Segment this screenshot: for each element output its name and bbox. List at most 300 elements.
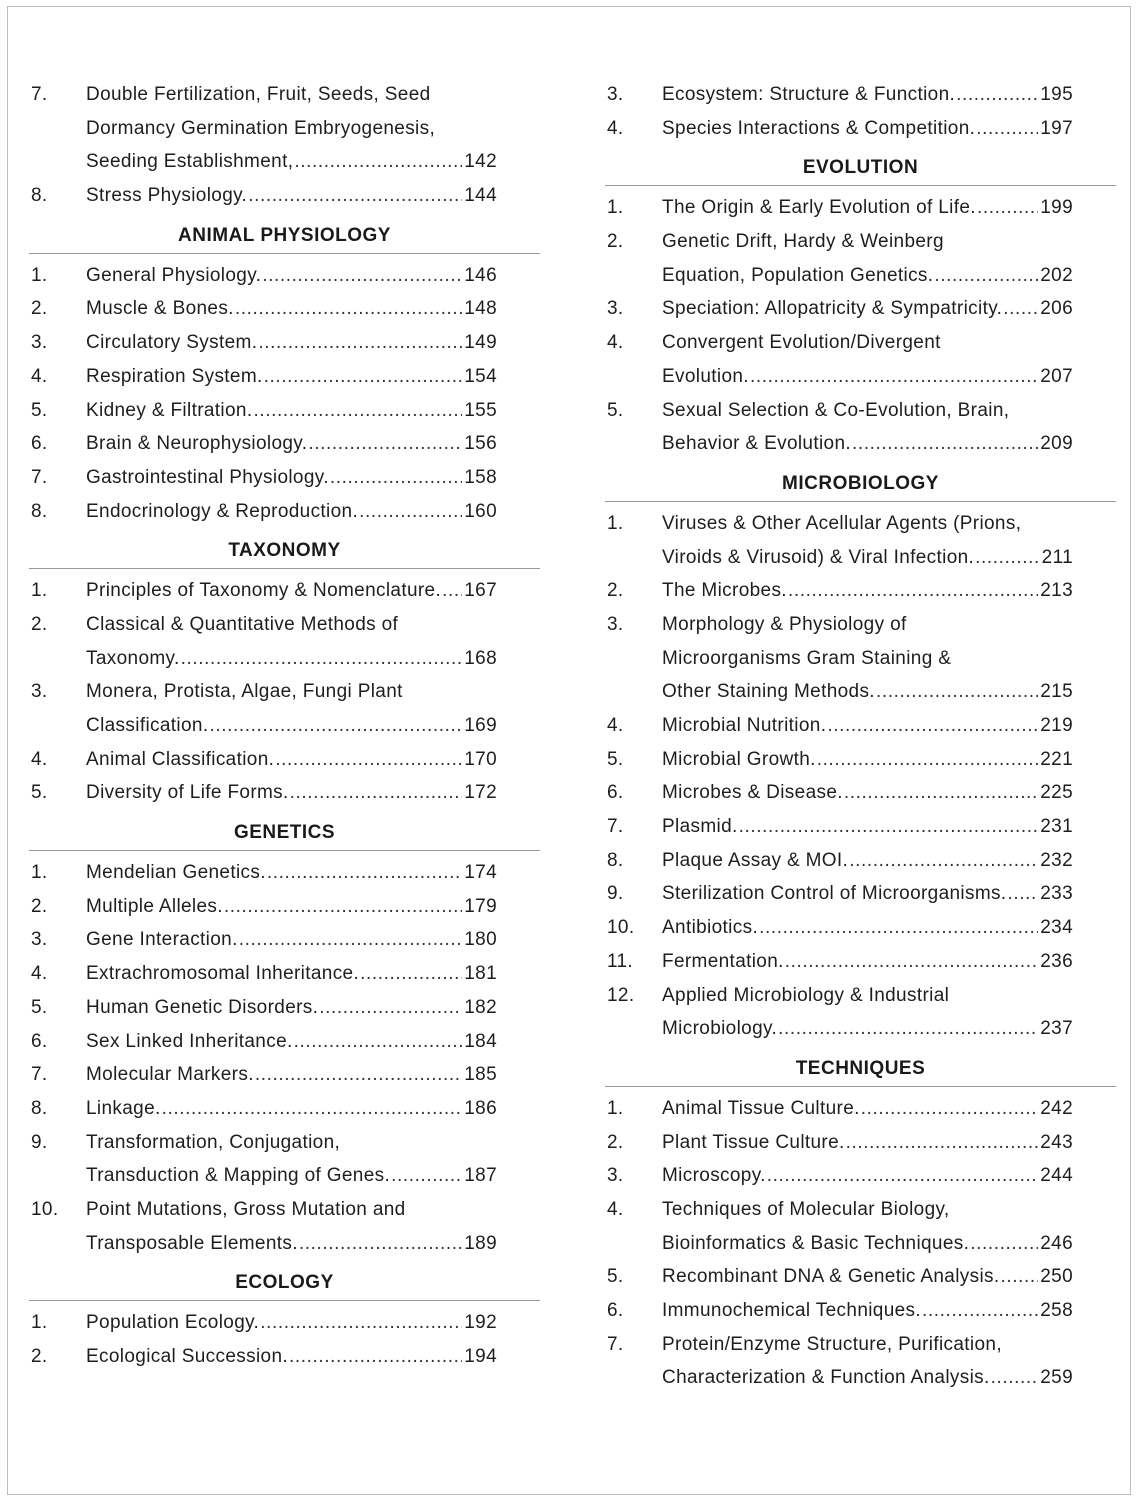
toc-page-number: 174 (464, 862, 497, 884)
toc-entry[interactable] (605, 509, 1116, 576)
toc-entry[interactable] (605, 879, 1116, 913)
toc-entry[interactable] (29, 429, 540, 463)
dot-leader (264, 362, 463, 391)
toc-entry-number: 1. (31, 264, 48, 286)
toc-entry-leader-line (86, 892, 497, 921)
toc-entry-leader-line (662, 1094, 1073, 1123)
toc-entry-leader-line (86, 778, 497, 807)
toc-entry-number: 2. (607, 1131, 624, 1153)
toc-entry-number: 3. (31, 332, 48, 354)
toc-page-number: 181 (464, 963, 497, 985)
toc-page-number: 195 (1040, 84, 1073, 105)
dot-leader (817, 745, 1038, 774)
toc-entry-leader-line (662, 294, 1073, 323)
toc-entry-title: The Origin & Early Evolution of Life. (662, 197, 976, 219)
toc-entry-title: Multiple Alleles. (86, 895, 223, 917)
dot-leader (255, 1060, 462, 1089)
toc-page-number: 146 (464, 264, 497, 286)
dot-leader (759, 913, 1038, 942)
dot-leader (267, 858, 462, 887)
toc-entry-title: Kidney & Filtration. (86, 399, 253, 421)
toc-entry[interactable] (605, 1296, 1116, 1330)
section-heading-text: GENETICS (233, 822, 336, 844)
toc-page-number: 219 (1040, 715, 1073, 736)
toc-entry-line (605, 1229, 1116, 1263)
toc-entry-leader-line (86, 1094, 497, 1123)
toc-entry-leader-line (86, 644, 497, 673)
toc-entry[interactable] (605, 1094, 1116, 1128)
dot-leader (922, 1296, 1038, 1325)
toc-entry-title: Sex Linked Inheritance. (86, 1030, 293, 1052)
toc-entry-line (605, 114, 1116, 148)
toc-entry-title: Double Fertilization, Fruit, Seeds, Seed (86, 84, 431, 105)
toc-entry-number: 3. (607, 298, 624, 320)
toc-entry-leader-line (86, 294, 497, 323)
toc-entry-number: 1. (31, 1312, 48, 1334)
toc-page (7, 6, 1131, 1495)
toc-entry[interactable] (605, 745, 1116, 779)
toc-entry[interactable] (29, 261, 540, 295)
toc-entry[interactable] (29, 396, 540, 430)
toc-page-number: 192 (464, 1312, 497, 1334)
toc-entry-leader-line (86, 261, 497, 290)
toc-entry-number: 1. (607, 1097, 624, 1119)
toc-entry-leader-line (86, 181, 497, 210)
toc-page-number: 148 (464, 298, 497, 320)
toc-page-number: 160 (464, 500, 497, 522)
toc-page-number: 234 (1040, 917, 1073, 939)
toc-entry-leader-line (662, 711, 1073, 740)
dot-leader (852, 429, 1038, 458)
toc-page-number: 182 (464, 996, 497, 1018)
toc-entry-leader-line (86, 1308, 497, 1337)
dot-leader (849, 846, 1038, 875)
toc-entry-line (29, 644, 540, 678)
dot-leader (239, 925, 463, 954)
toc-entry-number: 2. (31, 613, 48, 635)
section-heading (29, 1262, 540, 1308)
toc-entry[interactable] (29, 294, 540, 328)
toc-entry-line (605, 543, 1116, 577)
toc-entry-title: Animal Classification. (86, 748, 275, 770)
toc-entry-title: Muscle & Bones. (86, 298, 234, 320)
section-heading (605, 463, 1116, 509)
toc-entry-leader-line (86, 1027, 497, 1056)
toc-entry-leader-line (662, 261, 1073, 290)
toc-entry-line (605, 846, 1116, 880)
toc-page-number: 142 (464, 151, 497, 173)
toc-entry-number: 2. (607, 231, 624, 253)
toc-entry-title: Sterilization Control of Microorganisms. (662, 883, 1007, 905)
toc-entry-title: Plaque Assay & MOI. (662, 849, 849, 871)
dot-leader (289, 1342, 462, 1371)
toc-entry-title: Behavior & Evolution. (662, 433, 852, 455)
dot-leader (977, 193, 1038, 222)
toc-entry-title: Diversity of Life Forms. (86, 782, 289, 804)
toc-entry-line (605, 193, 1116, 227)
toc-page-number: 180 (464, 929, 497, 951)
toc-entry-line (605, 396, 1116, 430)
toc-entry-line (605, 812, 1116, 846)
dot-leader (360, 959, 462, 988)
toc-entry-leader-line (86, 429, 497, 458)
toc-page-number: 202 (1040, 264, 1073, 286)
toc-column-left (29, 80, 540, 1376)
section-heading-text: TECHNIQUES (795, 1057, 926, 1079)
toc-entry-title: Mendelian Genetics. (86, 862, 266, 884)
toc-entry[interactable] (605, 80, 1116, 114)
toc-entry[interactable] (605, 396, 1116, 463)
toc-entry-line (605, 1128, 1116, 1162)
toc-entry-title: Species Interactions & Competition. (662, 117, 976, 139)
toc-entry-leader-line (86, 858, 497, 887)
toc-entry-number: 6. (607, 1300, 624, 1321)
toc-entry[interactable] (29, 1195, 540, 1262)
toc-page-number: 213 (1040, 580, 1073, 602)
toc-entry-number: 8. (607, 849, 624, 871)
toc-entry-title: Plasmid. (662, 816, 738, 838)
toc-entry-line (29, 892, 540, 926)
toc-entry[interactable] (605, 227, 1116, 294)
toc-entry-title: Respiration System. (86, 365, 263, 387)
toc-entry[interactable] (29, 328, 540, 362)
toc-entry-line (605, 576, 1116, 610)
toc-entry-leader-line (86, 497, 497, 526)
toc-entry-number: 8. (31, 500, 48, 522)
toc-entry[interactable] (605, 981, 1116, 1048)
dot-leader (308, 429, 462, 458)
toc-entry-line (605, 294, 1116, 328)
toc-page-number: 236 (1040, 950, 1073, 972)
toc-entry-title: Microscopy. (662, 1165, 766, 1187)
toc-page-number: 169 (464, 715, 497, 736)
toc-page-number: 197 (1040, 117, 1073, 139)
toc-entry-number: 3. (31, 681, 48, 703)
toc-entry[interactable] (605, 778, 1116, 812)
toc-page-number: 158 (464, 466, 497, 488)
toc-entry-title: Extrachromosomal Inheritance. (86, 963, 360, 985)
toc-entry[interactable] (605, 1195, 1116, 1262)
toc-page-number: 232 (1040, 849, 1073, 871)
toc-entry-title: Transformation, Conjugation, (86, 1131, 341, 1153)
dot-leader (767, 1161, 1038, 1190)
toc-entry-line (605, 745, 1116, 779)
toc-entry[interactable] (29, 993, 540, 1027)
toc-entry-line (605, 328, 1116, 362)
dot-leader (1001, 1262, 1039, 1291)
toc-entry-line (29, 711, 540, 745)
toc-entry-leader-line (662, 1014, 1073, 1043)
toc-page-number: 209 (1040, 433, 1073, 455)
toc-entry-title: Stress Physiology. (86, 185, 248, 207)
toc-entry-leader-line (86, 328, 497, 357)
toc-page-number: 170 (464, 748, 497, 770)
toc-entry[interactable] (29, 1128, 540, 1195)
toc-page-number: 237 (1040, 1018, 1073, 1040)
toc-entry[interactable] (605, 193, 1116, 227)
toc-entry-title: Speciation: Allopatricity & Sympatricity. (662, 298, 1003, 320)
toc-entry-title: Gastrointestinal Physiology. (86, 466, 329, 488)
section-divider (29, 253, 540, 254)
dot-leader (330, 463, 462, 492)
toc-entry-number: 1. (31, 580, 48, 602)
toc-entry-title: Sexual Selection & Co-Evolution, Brain, (662, 399, 1010, 421)
toc-entry-title: Microbiology. (662, 1018, 778, 1040)
section-heading (605, 147, 1116, 193)
toc-page-number: 243 (1040, 1131, 1073, 1153)
toc-entry[interactable] (29, 858, 540, 892)
toc-entry-line (605, 981, 1116, 1015)
toc-entry[interactable] (29, 778, 540, 812)
toc-entry-number: 1. (607, 512, 624, 534)
toc-page-number: 144 (464, 185, 497, 207)
toc-entry-leader-line (662, 778, 1073, 807)
toc-entry-line (605, 1161, 1116, 1195)
toc-entry[interactable] (29, 1094, 540, 1128)
toc-entry-number: 9. (607, 883, 624, 905)
toc-entry-title: Molecular Markers. (86, 1064, 254, 1086)
toc-entry[interactable] (29, 610, 540, 677)
toc-entry-title: Transposable Elements. (86, 1232, 298, 1254)
toc-entry[interactable] (605, 1330, 1116, 1397)
toc-entry-line (605, 879, 1116, 913)
toc-entry-number: 4. (607, 715, 624, 736)
toc-entry[interactable] (29, 362, 540, 396)
toc-entry-number: 7. (31, 1064, 48, 1086)
toc-page-number: 225 (1040, 782, 1073, 804)
dot-leader (861, 1094, 1038, 1123)
toc-entry[interactable] (605, 1262, 1116, 1296)
toc-entry-number: 2. (31, 895, 48, 917)
toc-entry-line (29, 576, 540, 610)
toc-entry[interactable] (605, 812, 1116, 846)
dot-leader (258, 328, 462, 357)
toc-entry-line (29, 114, 540, 148)
toc-page-number: 167 (464, 580, 497, 602)
toc-entry[interactable] (29, 181, 540, 215)
toc-page-number: 242 (1040, 1097, 1073, 1119)
toc-entry-title: Classical & Quantitative Methods of (86, 613, 399, 635)
toc-page-number: 207 (1040, 365, 1073, 387)
section-divider (605, 185, 1116, 186)
toc-entry-title: Evolution. (662, 365, 749, 387)
toc-entry-title: Other Staining Methods. (662, 681, 875, 703)
toc-entry-title: Seeding Establishment, (86, 151, 294, 173)
dot-leader (846, 1128, 1039, 1157)
toc-entry-line (605, 610, 1116, 644)
toc-entry[interactable] (29, 463, 540, 497)
dot-leader (262, 261, 462, 290)
dot-leader (844, 778, 1038, 807)
toc-entry[interactable] (29, 892, 540, 926)
toc-entry[interactable] (29, 80, 540, 181)
toc-entry[interactable] (29, 959, 540, 993)
toc-entry-leader-line (86, 959, 497, 988)
toc-entry[interactable] (29, 1027, 540, 1061)
dot-leader (970, 1229, 1038, 1258)
toc-entry-number: 11. (607, 950, 634, 972)
toc-entry-leader-line (662, 677, 1073, 706)
toc-entry-title: Characterization & Function Analysis. (662, 1367, 990, 1389)
toc-entry-title: Genetic Drift, Hardy & Weinberg (662, 231, 944, 253)
toc-entry[interactable] (605, 1161, 1116, 1195)
toc-entry-leader-line (662, 1296, 1073, 1325)
dot-leader (294, 1027, 463, 1056)
toc-entry-title: Endocrinology & Reproduction. (86, 500, 359, 522)
toc-entry-leader-line (662, 80, 1073, 109)
toc-entry-line (29, 1094, 540, 1128)
dot-leader (876, 677, 1038, 706)
dot-leader (253, 396, 462, 425)
toc-entry-number: 6. (31, 1030, 48, 1052)
toc-page-number: 215 (1040, 681, 1073, 703)
toc-entry[interactable] (605, 846, 1116, 880)
toc-entry-leader-line (86, 993, 497, 1022)
section-heading-text: TAXONOMY (228, 540, 341, 562)
toc-entry[interactable] (605, 294, 1116, 328)
toc-entry-number: 6. (607, 782, 624, 804)
toc-entry-line (29, 1308, 540, 1342)
toc-page-number: 244 (1040, 1165, 1073, 1187)
toc-column-right (605, 80, 1116, 1397)
toc-entry-leader-line (662, 1262, 1073, 1291)
dot-leader (275, 745, 462, 774)
toc-entry-leader-line (662, 913, 1073, 942)
toc-entry[interactable] (29, 1308, 540, 1342)
toc-entry-line (605, 677, 1116, 711)
toc-page-number: 149 (464, 332, 497, 354)
toc-entry-number: 7. (31, 84, 48, 105)
dot-leader (359, 497, 462, 526)
toc-entry-line (29, 463, 540, 497)
toc-entry[interactable] (605, 610, 1116, 711)
dot-leader (976, 114, 1038, 143)
toc-entry-line (29, 959, 540, 993)
toc-entry-line (605, 913, 1116, 947)
toc-entry[interactable] (605, 711, 1116, 745)
toc-page-number: 156 (464, 433, 497, 455)
toc-entry-line (29, 328, 540, 362)
toc-entry[interactable] (29, 1060, 540, 1094)
toc-entry-line (29, 147, 540, 181)
dot-leader (1008, 879, 1039, 908)
toc-entry-title: Immunochemical Techniques. (662, 1300, 922, 1321)
toc-entry-leader-line (662, 745, 1073, 774)
toc-entry-title: Gene Interaction. (86, 929, 238, 951)
toc-entry-title: Circulatory System. (86, 332, 258, 354)
toc-entry-title: Dormancy Germination Embryogenesis, (86, 117, 436, 139)
toc-entry-line (29, 294, 540, 328)
toc-entry[interactable] (605, 913, 1116, 947)
section-heading-text: EVOLUTION (802, 157, 919, 179)
toc-page-number: 194 (464, 1346, 497, 1367)
toc-entry[interactable] (29, 497, 540, 531)
toc-entry[interactable] (605, 328, 1116, 395)
toc-entry[interactable] (29, 745, 540, 779)
dot-leader (442, 576, 462, 605)
dot-leader (235, 294, 462, 323)
dot-leader (778, 1014, 1038, 1043)
section-heading (29, 812, 540, 858)
toc-entry-number: 9. (31, 1131, 48, 1153)
toc-entry-leader-line (86, 396, 497, 425)
toc-entry-number: 4. (31, 365, 48, 387)
toc-entry-leader-line (662, 1229, 1073, 1258)
toc-entry-number: 5. (607, 399, 624, 421)
toc-entry-line (605, 362, 1116, 396)
toc-page-number: 233 (1040, 883, 1073, 905)
toc-entry-number: 1. (607, 197, 624, 219)
toc-entry-title: Plant Tissue Culture. (662, 1131, 845, 1153)
dot-leader (209, 711, 462, 740)
toc-entry-leader-line (662, 1363, 1073, 1392)
toc-entry-line (605, 227, 1116, 261)
toc-entry-line (605, 429, 1116, 463)
toc-entry-number: 5. (31, 399, 48, 421)
toc-entry-number: 5. (607, 748, 624, 770)
toc-entry-number: 3. (31, 929, 48, 951)
toc-entry-leader-line (86, 745, 497, 774)
toc-entry-leader-line (662, 193, 1073, 222)
section-heading (29, 530, 540, 576)
toc-entry[interactable] (605, 114, 1116, 148)
toc-entry-number: 6. (31, 433, 48, 455)
toc-entry-title: Transduction & Mapping of Genes. (86, 1165, 391, 1187)
toc-entry-leader-line (86, 1161, 497, 1190)
toc-entry-title: Microbes & Disease. (662, 782, 843, 804)
toc-entry-leader-line (86, 463, 497, 492)
toc-entry[interactable] (29, 1342, 540, 1376)
toc-entry-leader-line (86, 147, 497, 176)
toc-entry-line (29, 1229, 540, 1263)
dot-leader (788, 576, 1038, 605)
dot-leader (162, 1094, 463, 1123)
toc-entry-number: 12. (607, 984, 635, 1006)
toc-entry-leader-line (662, 812, 1073, 841)
toc-entry-title: Brain & Neurophysiology. (86, 433, 308, 455)
toc-entry-number: 5. (31, 782, 48, 804)
toc-entry-number: 4. (31, 748, 48, 770)
toc-entry-line (29, 1342, 540, 1376)
dot-leader (290, 778, 463, 807)
dot-leader (785, 947, 1038, 976)
toc-entry-line (29, 396, 540, 430)
toc-entry-line (29, 677, 540, 711)
toc-entry-title: Protein/Enzyme Structure, Purification, (662, 1333, 1002, 1355)
toc-entry-number: 8. (31, 185, 48, 207)
toc-entry-line (605, 778, 1116, 812)
toc-entry-line (29, 778, 540, 812)
toc-entry[interactable] (29, 925, 540, 959)
toc-entry[interactable] (605, 947, 1116, 981)
toc-entry-line (29, 610, 540, 644)
toc-entry[interactable] (29, 677, 540, 744)
toc-entry-number: 7. (31, 466, 48, 488)
toc-entry[interactable] (29, 576, 540, 610)
toc-entry-leader-line (662, 429, 1073, 458)
toc-entry-title: Convergent Evolution/Divergent (662, 332, 941, 354)
toc-page-number: 221 (1040, 748, 1073, 770)
toc-entry-line (29, 1027, 540, 1061)
toc-entry-number: 2. (31, 298, 48, 320)
toc-entry-line (605, 947, 1116, 981)
toc-entry[interactable] (605, 576, 1116, 610)
toc-entry-title: Bioinformatics & Basic Techniques. (662, 1232, 970, 1254)
toc-entry-title: Equation, Population Genetics. (662, 264, 934, 286)
toc-entry[interactable] (605, 1128, 1116, 1162)
toc-entry-number: 4. (607, 117, 624, 139)
toc-entry-leader-line (662, 947, 1073, 976)
